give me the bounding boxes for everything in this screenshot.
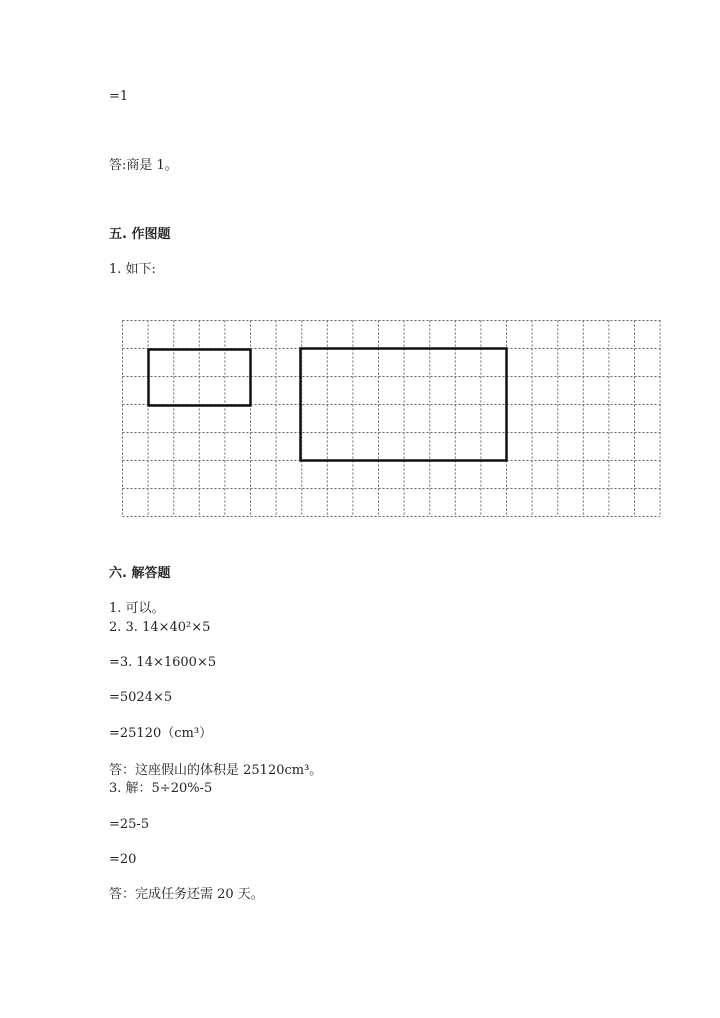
section-5-title: 五. 作图题 xyxy=(109,227,171,242)
answer-quotient: 答:商是 1。 xyxy=(109,158,178,173)
s6-line-5: =25120（cm³） xyxy=(109,726,213,741)
s6-line-6: 答：这座假山的体积是 25120cm³。 xyxy=(109,763,323,778)
step-equals-1: =1 xyxy=(109,89,129,104)
section-5-item-1: 1. 如下: xyxy=(109,262,156,277)
s6-line-2: 2. 3. 14×40²×5 xyxy=(109,620,211,635)
s6-line-10: 答：完成任务还需 20 天。 xyxy=(109,887,264,902)
section-6-title: 六. 解答题 xyxy=(109,566,171,581)
drawing-grid-figure xyxy=(122,320,662,520)
s6-line-1: 1. 可以。 xyxy=(109,601,165,616)
s6-line-8: =25-5 xyxy=(109,817,150,832)
s6-line-4: =5024×5 xyxy=(109,690,173,705)
s6-line-3: =3. 14×1600×5 xyxy=(109,655,217,670)
s6-line-9: =20 xyxy=(109,852,137,867)
s6-line-7: 3. 解：5÷20%-5 xyxy=(109,781,213,796)
